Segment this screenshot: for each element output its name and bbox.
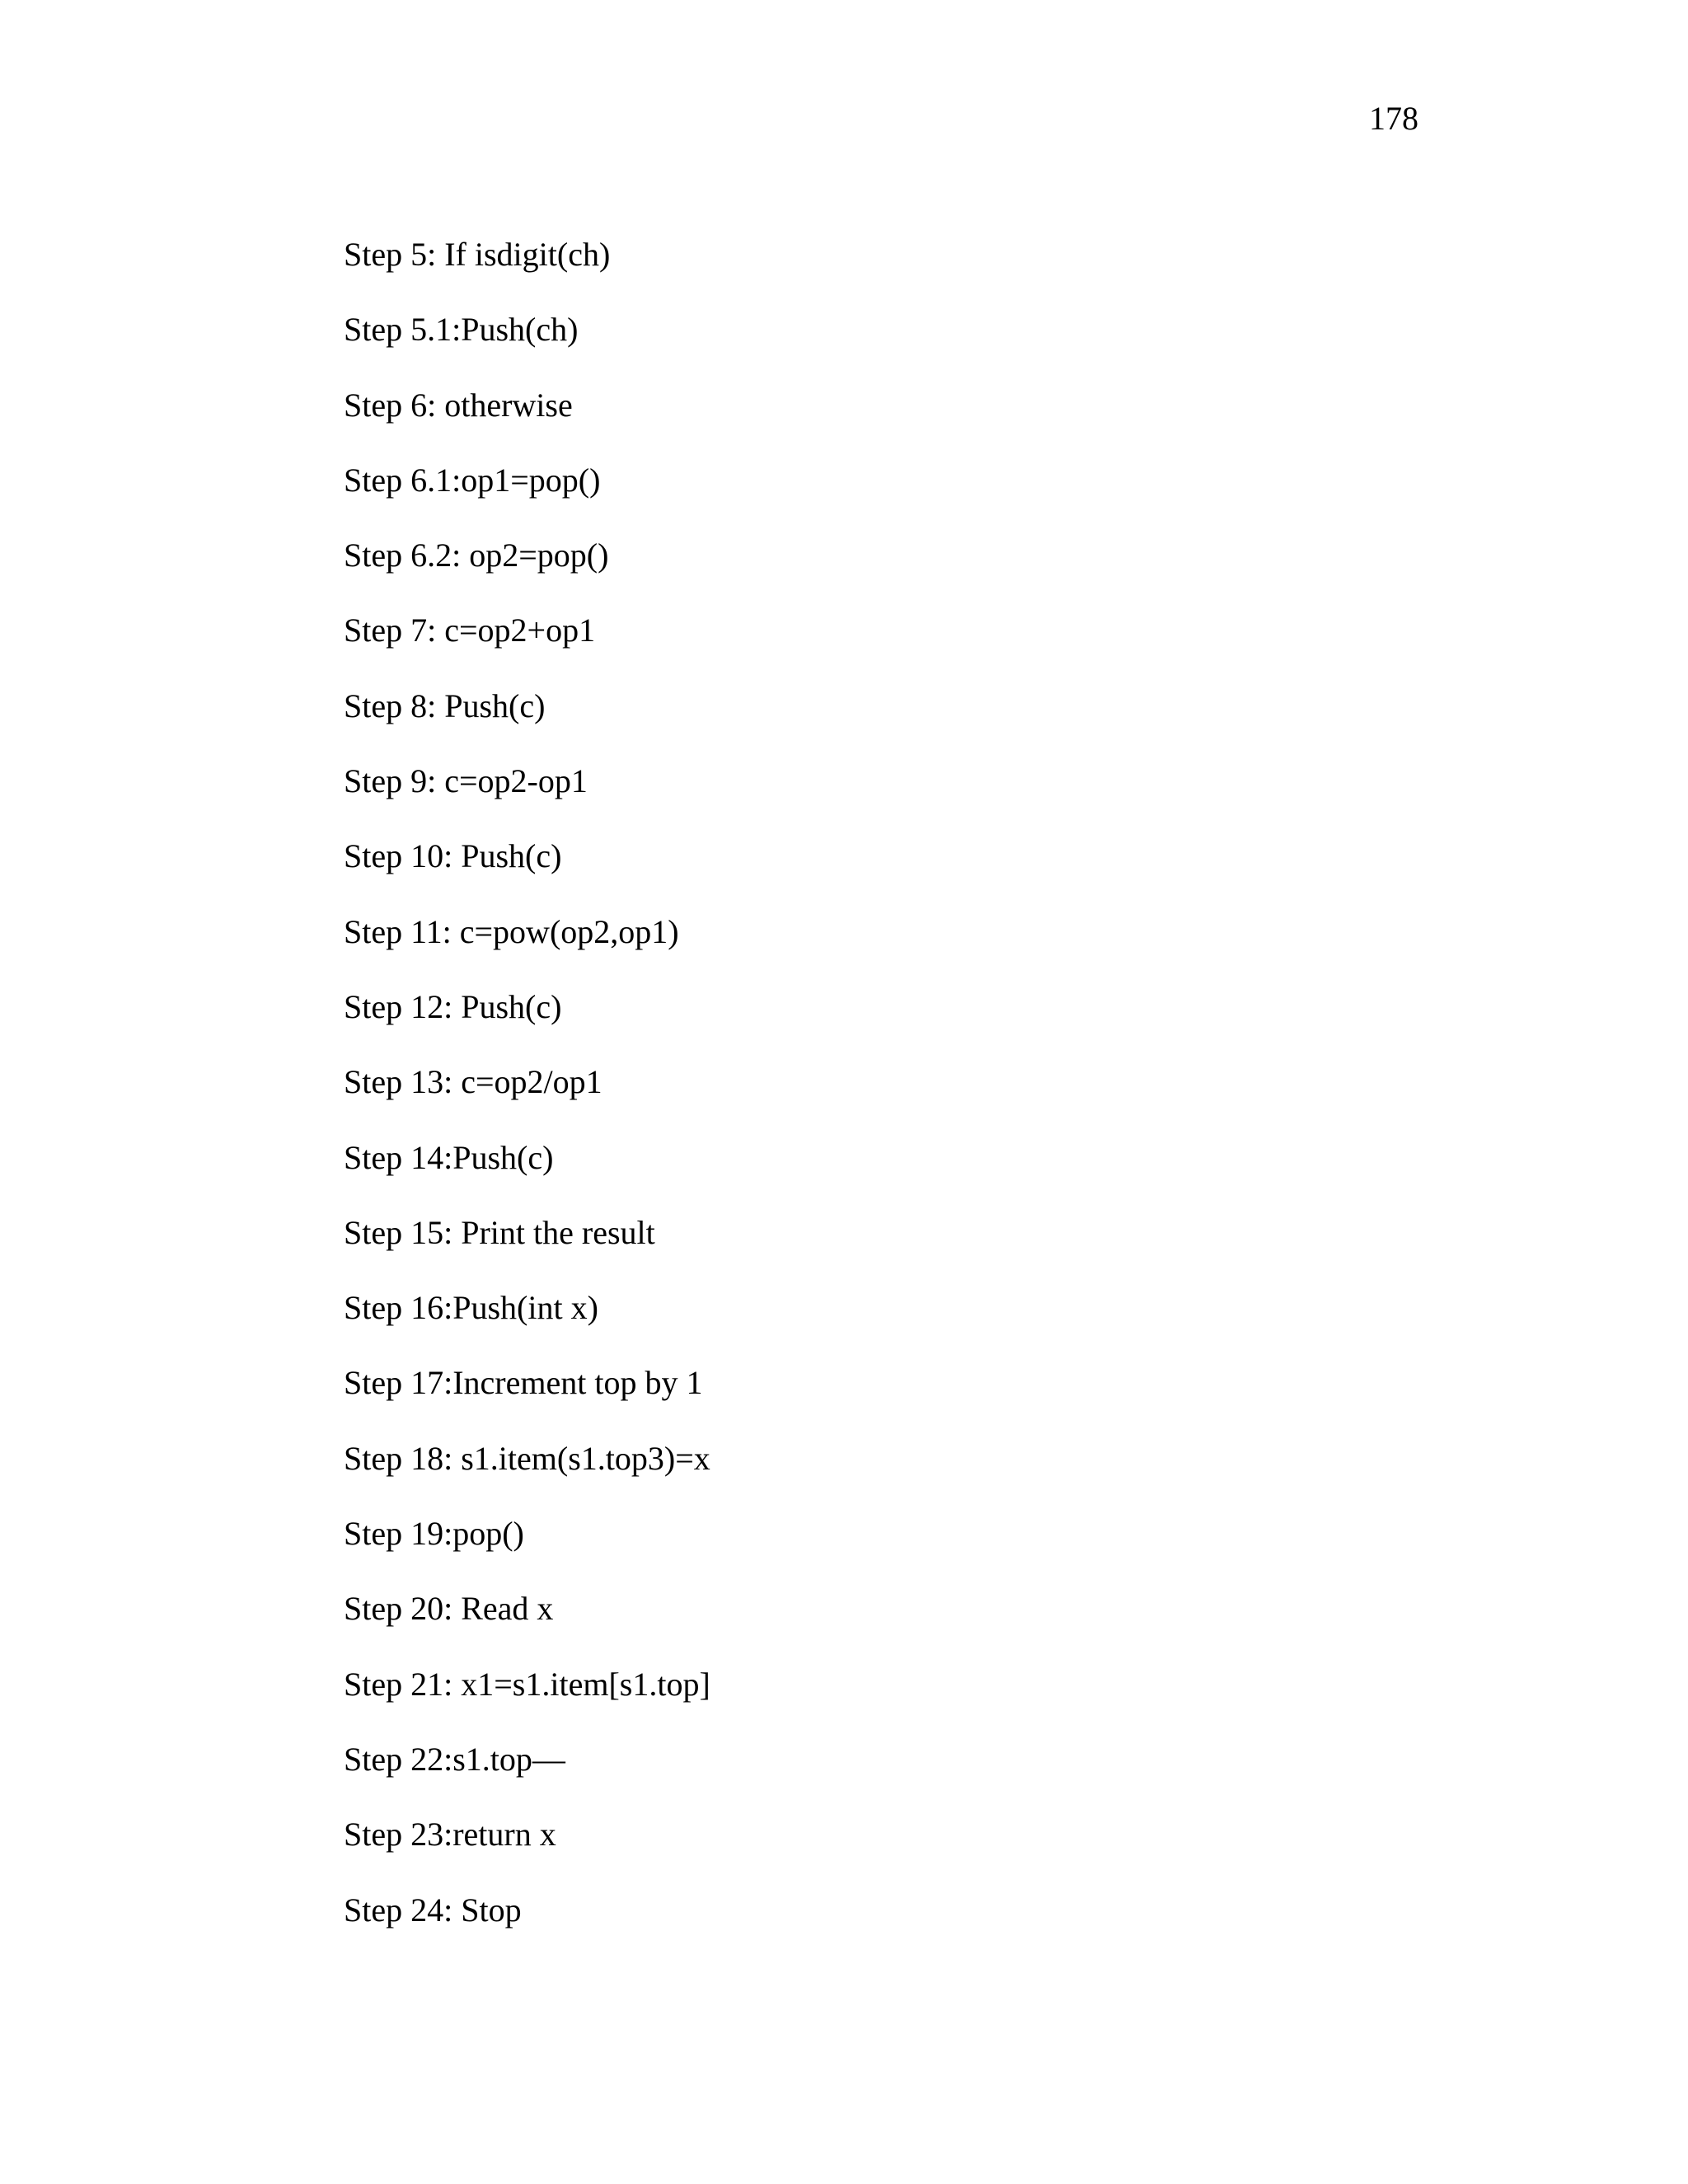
step-line: Step 6.1:op1=pop() (344, 461, 601, 499)
step-line: Step 23:return x (344, 1816, 556, 1854)
step-line: Step 17:Increment top by 1 (344, 1364, 703, 1402)
step-line: Step 19:pop() (344, 1515, 524, 1553)
step-line: Step 20: Read x (344, 1590, 554, 1628)
step-line: Step 21: x1=s1.item[s1.top] (344, 1665, 710, 1703)
step-line: Step 5.1:Push(ch) (344, 311, 579, 349)
step-line: Step 9: c=op2-op1 (344, 762, 588, 800)
step-line: Step 14:Push(c) (344, 1138, 554, 1176)
step-line: Step 24: Stop (344, 1891, 522, 1929)
step-line: Step 10: Push(c) (344, 837, 562, 875)
step-line: Step 18: s1.item(s1.top3)=x (344, 1439, 710, 1477)
algorithm-steps-list (344, 234, 710, 1965)
step-line: Step 5: If isdigit(ch) (344, 236, 611, 273)
step-line: Step 6.2: op2=pop() (344, 537, 609, 574)
step-line: Step 6: otherwise (344, 386, 573, 424)
step-line: Step 22:s1.top— (344, 1740, 565, 1778)
step-line: Step 16:Push(int x) (344, 1289, 598, 1327)
step-line: Step 13: c=op2/op1 (344, 1063, 603, 1101)
step-line: Step 7: c=op2+op1 (344, 612, 596, 649)
step-line: Step 15: Print the result (344, 1213, 655, 1251)
step-line: Step 12: Push(c) (344, 987, 562, 1025)
step-line: Step 8: Push(c) (344, 687, 546, 724)
page-number: 178 (1369, 100, 1418, 137)
step-line: Step 11: c=pow(op2,op1) (344, 912, 679, 950)
